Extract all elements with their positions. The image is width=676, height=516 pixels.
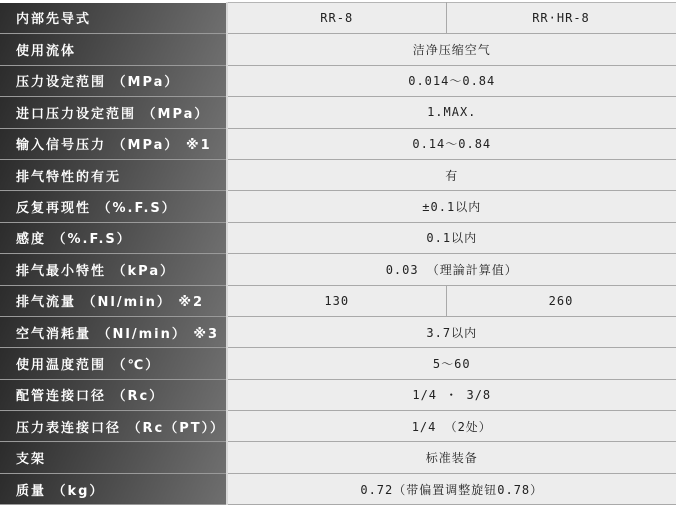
spec-label: 使用温度范围 （℃） <box>0 348 227 379</box>
spec-label: 质量 （kg） <box>0 473 227 504</box>
spec-label: 支架 <box>0 442 227 473</box>
spec-label: 空气消耗量 （Nl/min） ※3 <box>0 316 227 347</box>
table-row <box>0 191 676 222</box>
spec-value: 3.7以内 <box>227 316 676 347</box>
spec-value: 5～60 <box>227 348 676 379</box>
table-row <box>0 411 676 442</box>
spec-value: 标准装备 <box>227 442 676 473</box>
spec-label: 压力设定范围 （MPa） <box>0 65 227 96</box>
spec-value: 0.1以内 <box>227 222 676 253</box>
spec-label: 排气特性的有无 <box>0 159 227 190</box>
table-row <box>0 3 676 34</box>
spec-label: 内部先导式 <box>0 3 227 34</box>
table-row <box>0 97 676 128</box>
spec-label: 反复再现性 （%.F.S） <box>0 191 227 222</box>
spec-value: 1/4 ・ 3/8 <box>227 379 676 410</box>
spec-value: 0.014～0.84 <box>227 65 676 96</box>
table-row <box>0 128 676 159</box>
spec-value: ±0.1以内 <box>227 191 676 222</box>
table-row <box>0 316 676 347</box>
spec-label: 输入信号压力 （MPa） ※1 <box>0 128 227 159</box>
spec-value: RR·HR-8 <box>446 3 676 34</box>
spec-value: 260 <box>446 285 676 316</box>
spec-value: 0.72（带偏置调整旋钮0.78） <box>227 473 676 504</box>
table-row <box>0 34 676 65</box>
table-row <box>0 159 676 190</box>
spec-table <box>0 2 676 505</box>
spec-value: 0.03 （理論計算值） <box>227 254 676 285</box>
table-row <box>0 285 676 316</box>
spec-label: 配管连接口径 （Rc） <box>0 379 227 410</box>
spec-value: 0.14～0.84 <box>227 128 676 159</box>
spec-label: 感度 （%.F.S） <box>0 222 227 253</box>
spec-value: 130 <box>227 285 446 316</box>
table-row <box>0 254 676 285</box>
spec-value: 1/4 （2处） <box>227 411 676 442</box>
spec-label: 排气最小特性 （kPa） <box>0 254 227 285</box>
spec-label: 排气流量 （Nl/min） ※2 <box>0 285 227 316</box>
spec-value: 有 <box>227 159 676 190</box>
spec-label: 压力表连接口径 （Rc（PT）） <box>0 411 227 442</box>
spec-value: RR-8 <box>227 3 446 34</box>
table-row <box>0 222 676 253</box>
spec-label: 使用流体 <box>0 34 227 65</box>
table-row <box>0 442 676 473</box>
spec-value: 洁净压缩空气 <box>227 34 676 65</box>
spec-label: 进口压力设定范围 （MPa） <box>0 97 227 128</box>
table-row <box>0 348 676 379</box>
table-row <box>0 65 676 96</box>
table-row <box>0 379 676 410</box>
spec-value: 1.MAX. <box>227 97 676 128</box>
table-row <box>0 473 676 504</box>
